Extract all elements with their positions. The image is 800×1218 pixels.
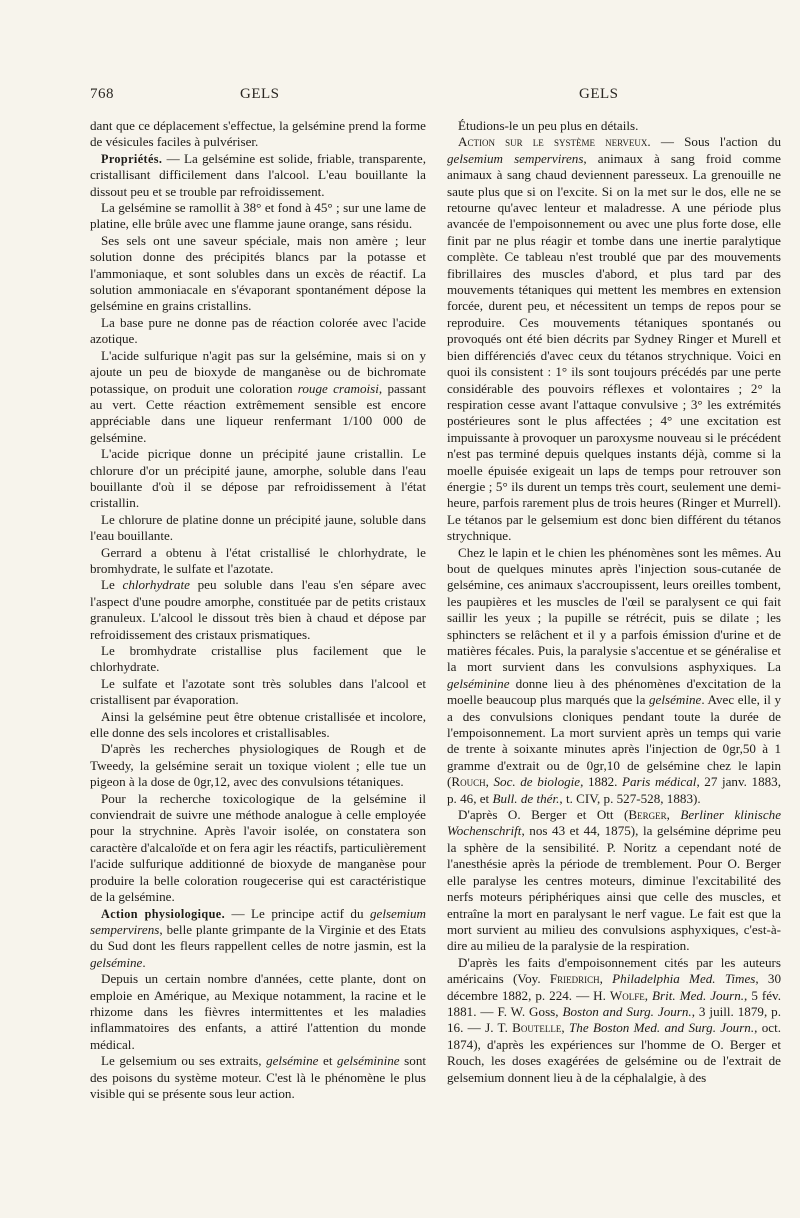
- page-number: 768: [90, 86, 114, 102]
- paragraph: [90, 577, 426, 643]
- paragraph: [90, 1053, 426, 1102]
- text-run: Berger: [628, 807, 667, 823]
- text-run: .: [142, 954, 146, 970]
- paragraph: [447, 545, 781, 808]
- text-run: gelséminine: [447, 675, 510, 691]
- text-run: Action sur le système nerveux.: [458, 134, 651, 150]
- paragraph: [90, 348, 426, 446]
- text-run: — La gelsémine est solide, friable, transparente, cristallisant difficilement dans l'alcool. L'eau bouillante la dissout peu et se trouble par refroidissement.: [90, 150, 426, 199]
- running-head-left: GELS: [240, 86, 280, 102]
- paragraph: [447, 807, 781, 955]
- text-run: , nos 43 et 44, 1875), la gelsémine déprime peu la sphère de la sensibilité. P. Noritz a cependant noté de l'anesthésie après la période de tremblement. Pour O. Berger elle paralyse les centres moteurs, diminue l'excitabilité des nerfs moteurs périphériques ainsi que celle des muscles, et entraîne la mort en paralysant le nerf vague. Le fait est que la mort survient au milieu des convulsions asphyxiques, c'est-à-dire au milieu de la paralysie de la respiration.: [447, 823, 781, 954]
- text-run: , 27 janv. 1883, p. 46, et: [447, 774, 781, 806]
- text-run: Gerrard a obtenu à l'état cristallisé le chlorhydrate, le bromhydrate, le sulfate et l'azotate.: [90, 544, 426, 576]
- text-run: — Le principe actif du: [225, 905, 370, 921]
- text-run: Chez le lapin et le chien les phénomènes sont les mêmes. Au bout de quelques minutes après l'injection sous-cutanée de gelsémine, ces animaux s'accroupissent, leurs oreilles tombent, les paupières et les muscles de l'œil se paralysent ce qui fait saillir les yeux ; la pupille se rétrécit, puis se dilate ; les sphincters se relâchent et il y a parfois émission d'urine et de matières fécales. Puis, la paralysie s'accentue et se généralise et la mort survient dans les convulsions asphyxiques. La: [447, 544, 781, 675]
- text-run: Wolfe: [609, 987, 645, 1003]
- text-run: donne lieu à des phénomènes d'excitation de la moelle beaucoup plus marqués que la: [447, 675, 781, 708]
- paragraph: [90, 709, 426, 742]
- text-run: , t. CIV, p. 527-528, 1883).: [559, 790, 701, 806]
- paragraph: [90, 643, 426, 676]
- paragraph: [90, 906, 426, 972]
- text-run: ,: [599, 971, 613, 987]
- text-run: Philadelphia Med. Times: [612, 971, 756, 987]
- running-head-right: GELS: [579, 86, 619, 102]
- right-column: [447, 118, 781, 1086]
- paragraph: [90, 791, 426, 906]
- text-run: D'après les faits d'empoisonnement cités par les auteurs américains (Voy.: [447, 954, 781, 987]
- paragraph: [447, 955, 781, 1086]
- text-run: gelsemium sempervirens: [90, 905, 426, 937]
- text-run: gelsémine: [266, 1053, 319, 1069]
- paragraph: [90, 315, 426, 348]
- text-run: gelsémine: [90, 954, 143, 970]
- section-heading: Action physiologique.: [101, 906, 226, 921]
- text-run: ,: [561, 1020, 569, 1036]
- text-run: Le sulfate et l'azotate sont très solubles dans l'alcool et cristallisent par évaporation.: [90, 675, 426, 708]
- text-run: Boston and Surg. Journ.: [562, 1003, 692, 1019]
- text-run: Ses sels ont une saveur spéciale, mais non amère ; leur solution donne des précipités blancs par la potasse et l'ammoniaque, et sont solubles dans un excès de réactif. La solution ammoniacale en s'évaporant spontanément dépose la gelsémine en grains cristallins.: [90, 232, 426, 314]
- text-run: Soc. de biologie: [493, 774, 581, 790]
- text-run: , 3 juill. 1879, p. 16. — J. T.: [447, 1003, 781, 1036]
- text-run: Boutelle: [512, 1020, 562, 1036]
- paragraph: [90, 446, 426, 512]
- paragraph: [90, 741, 426, 790]
- text-run: gelséminine: [337, 1053, 400, 1069]
- text-run: La gelsémine se ramollit à 38° et fond à 45° ; sur une lame de platine, elle brûle avec une flamme jaune orange, sans résidu.: [90, 200, 426, 232]
- text-run: rouge cramoisi: [297, 380, 379, 396]
- text-run: Bull. de thér.: [492, 790, 560, 806]
- text-run: The Boston Med. and Surg. Journ.: [569, 1020, 755, 1036]
- text-run: dant que ce déplacement s'effectue, la gelsémine prend la forme de vésicules faciles à pulvériser.: [90, 118, 426, 150]
- text-run: gelsemium sempervirens: [447, 150, 584, 166]
- text-run: Paris médical: [622, 774, 697, 790]
- paragraph: [90, 118, 426, 151]
- text-run: — Sous l'action du: [650, 134, 782, 150]
- text-run: et: [318, 1053, 338, 1069]
- text-run: chlorhydrate: [122, 577, 190, 593]
- text-run: D'après O. Berger et Ott (: [458, 807, 629, 823]
- paragraph: [90, 545, 426, 578]
- text-run: , 30 décembre 1882, p. 224. — H.: [447, 971, 781, 1003]
- paragraph: [90, 676, 426, 709]
- text-run: Friedrich: [549, 971, 600, 987]
- paragraph: [90, 151, 426, 200]
- paragraph: [90, 971, 426, 1053]
- text-run: Brit. Med. Journ.: [652, 987, 745, 1003]
- text-run: ,: [666, 807, 681, 823]
- text-run: , 1882.: [580, 774, 623, 790]
- text-run: Ainsi la gelsémine peut être obtenue cristallisée et incolore, elle donne des sels incolores et cristallisables.: [90, 708, 426, 741]
- text-run: , animaux à sang froid comme animaux à sang chaud deviennent paresseux. La grenouille ne saute plus que si on l'excite. Si on la met sur le dos, elle ne se retourne qu'avec lenteur et maladresse. A une période plus avancée de l'empoisonnement ou avec une plus forte dose, elle finit par ne plus réagir et tombe dans une inertie paralytique complète. Ce tableau n'est troublé que par des mouvements fibrillaires des muscles d'abord, et plus tard par des mouvements tétaniques qui mettent les membres en extension forcée, durent peu, et nécessitent un temps de repos pour se reproduire. Ces mouvements tétaniques spontanés ou provoqués ont été bien décrits par Sydney Ringer et Murell et bien différenciés d'avec ceux du tétanos strychnique. Voici en quoi ils consistent : 1° ils sont toujours précédés par une perte considérable des pouvoirs réflexes et volontaires ; 2° la respiration cesse avant l'attaque convulsive ; 3° les extrémités postérieures sont le plus affectées ; 4° une excitation est impuissante à provoquer un paroxysme nouveau si le précédent n'est pas terminé depuis quelques instants déjà, comme si la moelle épuisée exigeait un laps de temps pour retrouver son énergie ; 5° ils durent un temps très court, seulement une demi-heure, parfois rarement plus de trois heures (Ringer et Murrell). Le tétanos par le gelsemium est donc bien différent du tétanos strychnique.: [447, 150, 781, 544]
- left-column: [90, 118, 426, 1102]
- text-run: Le bromhydrate cristallise plus facilement que le chlorhydrate.: [90, 643, 426, 675]
- text-run: ,: [644, 987, 653, 1003]
- text-run: . Avec elle, il y a des convulsions cloniques pendant toute la durée de l'empoisonnement. La mort survient après un temps qui varie de trente à soixante minutes après l'injection de 0gr,50 à 1 gramme d'extrait ou de 0gr,10 de gelsémine chez le lapin (: [447, 692, 781, 790]
- paragraph: [90, 200, 426, 233]
- text-run: , belle plante grimpante de la Virginie et des Etats du Sud dont les fleurs rappellent celles de notre jasmin, est la: [90, 921, 426, 954]
- text-run: ,: [485, 774, 494, 790]
- section-heading: Propriétés.: [101, 151, 163, 166]
- text-run: , passant au vert. Cette réaction extrêmement sensible est encore appréciable dans une liqueur renfermant 1/100 000 de gelsémine.: [90, 380, 427, 445]
- text-run: La base pure ne donne pas de réaction colorée avec l'acide azotique.: [90, 314, 426, 347]
- text-run: L'acide sulfurique n'agit pas sur la gelsémine, mais si on y ajoute un peu de bioxyde de manganèse ou de bichromate potassique, on produit une coloration: [90, 347, 426, 396]
- text-run: Étudions-le un peu plus en détails.: [458, 118, 639, 133]
- text-run: Le gelsemium ou ses extraits,: [101, 1053, 267, 1069]
- text-run: Rouch: [451, 774, 486, 790]
- text-run: peu soluble dans l'eau s'en sépare avec l'aspect d'une poudre amorphe, constituée par de petits cristaux granuleux. L'alcool le dissout très bien à chaud et dépose par refroidissement des cristaux prismatiques.: [90, 577, 426, 642]
- paragraph: [90, 512, 426, 545]
- text-run: , oct. 1874), d'après les expériences sur l'homme de O. Berger et Rouch, les doses exagérées de gelsémine ou de l'extrait de gelsemium donnent lieu à de la céphalalgie, à des: [447, 1020, 781, 1085]
- text-run: L'acide picrique donne un précipité jaune cristallin. Le chlorure d'or un précipité jaune, amorphe, soluble dans l'eau bouillante d'où il se dépose par refroidissement à l'état cristallin.: [90, 446, 426, 511]
- text-run: D'après les recherches physiologiques de Rough et de Tweedy, la gelsémine serait un toxique violent ; elle tue un pigeon à la dose de 0gr,12, avec des convulsions tétaniques.: [90, 741, 426, 790]
- text-run: Depuis un certain nombre d'années, cette plante, dont on emploie en Amérique, au Mexique notamment, la racine et le rhizome dans les fièvres intermittentes et les maladies inflammatoires des enfants, a attiré l'attention du monde médical.: [90, 971, 426, 1052]
- text-run: Le: [101, 577, 123, 593]
- text-run: sont des poisons du système moteur. C'est là le phénomène le plus visible qui se présente sous leur action.: [90, 1053, 426, 1101]
- text-run: , 5 fév. 1881. — F. W. Goss,: [447, 987, 782, 1019]
- text-run: Le chlorure de platine donne un précipité jaune, soluble dans l'eau bouillante.: [90, 511, 426, 544]
- text-run: Pour la recherche toxicologique de la gelsémine il conviendrait de suivre une méthode analogue à celle employée pour la strychnine. Après l'avoir isolée, on constatera son caractère d'alcaloïde et on fera agir les réactifs, particulièrement l'acide sulfurique additionné de bioxyde de manganèse pour produire la belle coloration rougecerise qui est caractéristique de la gelsémine.: [90, 790, 426, 905]
- text-run: Berliner klinische Wochenschrift: [447, 807, 782, 839]
- text-run: gelsémine: [649, 692, 702, 708]
- paragraph: [447, 118, 781, 134]
- paragraph: [447, 134, 781, 544]
- paragraph: [90, 233, 426, 315]
